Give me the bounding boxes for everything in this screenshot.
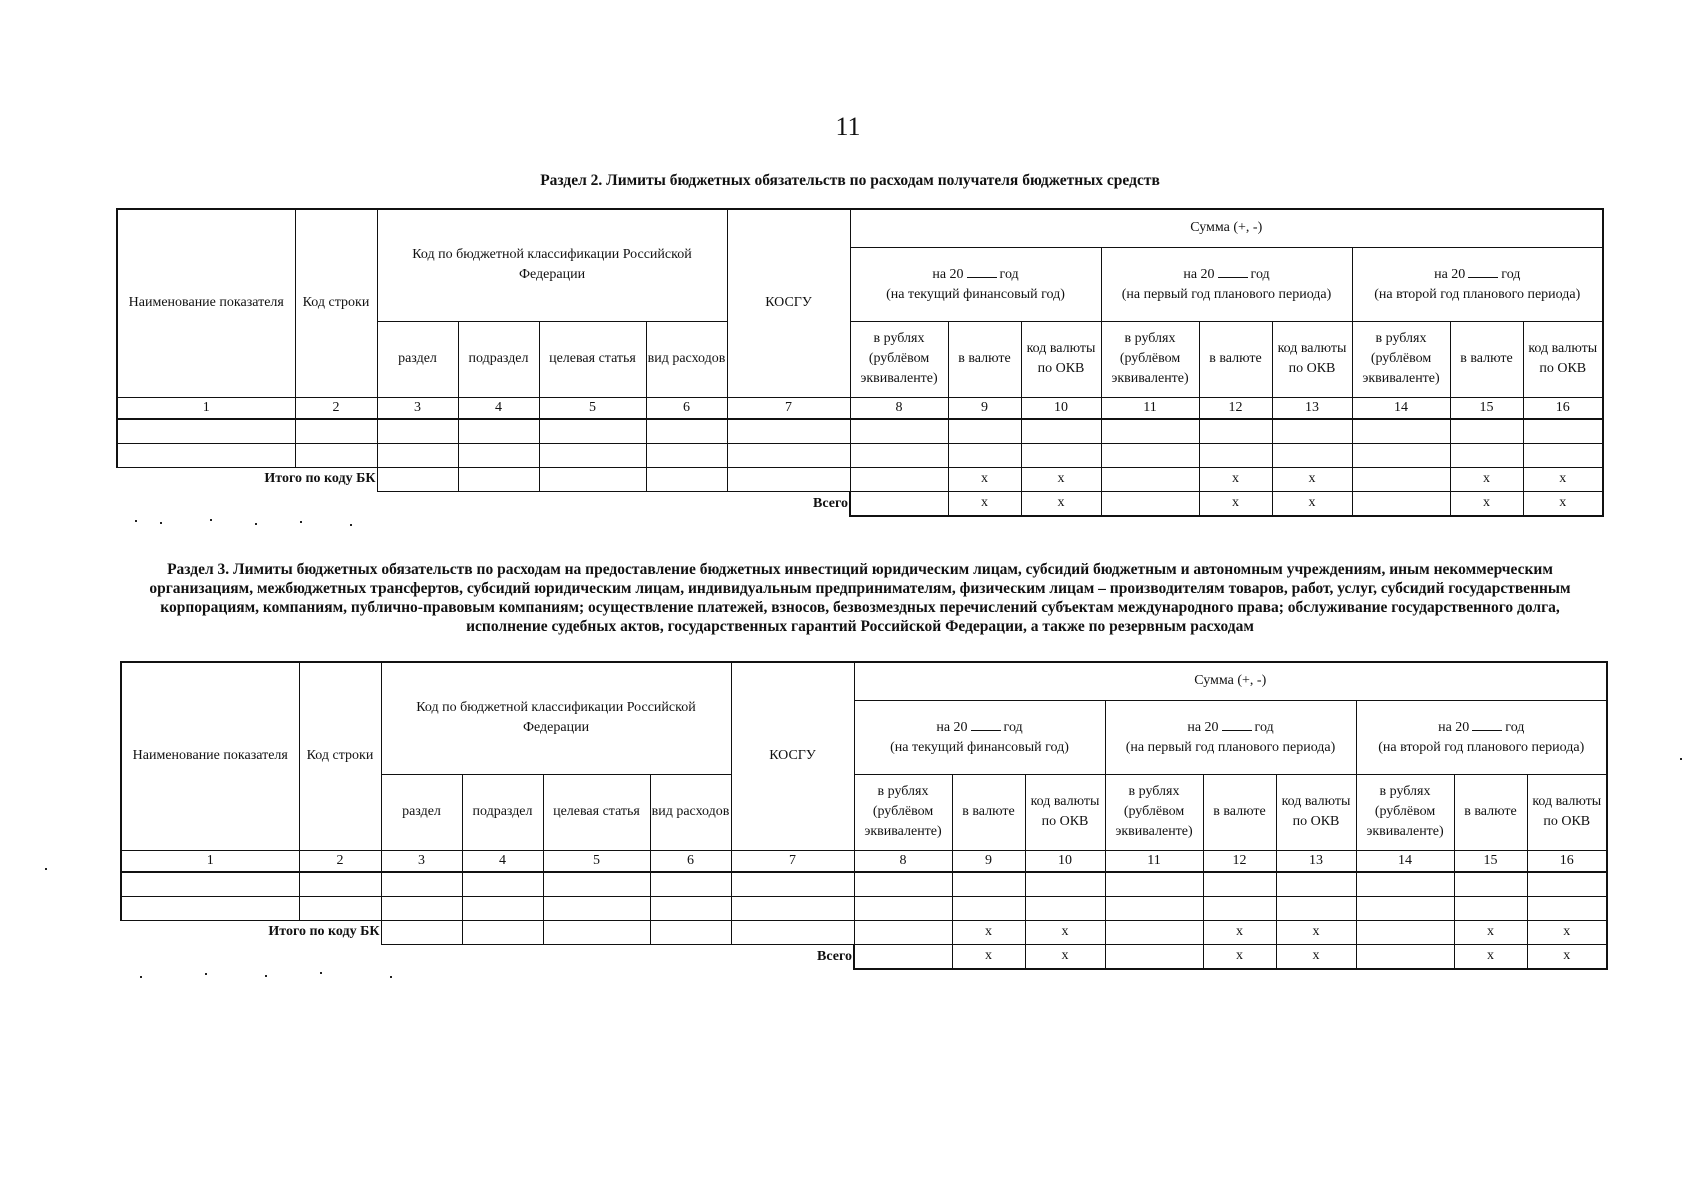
column-number: 9 — [948, 397, 1021, 419]
column-number: 16 — [1523, 397, 1603, 419]
table-row — [121, 896, 1607, 920]
year-blank — [1468, 263, 1498, 278]
x-mark: x — [1454, 944, 1527, 969]
header-celevaya-statya: целевая статья — [543, 774, 650, 850]
header-summa: Сумма (+, -) — [854, 662, 1607, 700]
section-2-title: Раздел 2. Лимиты бюджетных обязательств по расходам получателя бюджетных средств — [540, 172, 1160, 189]
table-cell[interactable] — [1523, 443, 1603, 467]
year-suffix: год — [1250, 267, 1270, 282]
section-3-table-block — [120, 661, 1608, 970]
column-number: 9 — [952, 850, 1025, 872]
table-cell[interactable] — [646, 443, 727, 467]
table-cell[interactable] — [727, 419, 850, 444]
scan-speck — [390, 976, 392, 978]
header-currency-code: код валюты по ОКВ — [1527, 774, 1607, 850]
table-cell[interactable] — [462, 872, 543, 897]
year-prefix: на 20 — [1438, 720, 1470, 735]
table-cell[interactable] — [1272, 443, 1352, 467]
header-in-currency: в валюте — [1203, 774, 1276, 850]
table-cell[interactable] — [1105, 872, 1203, 897]
table-cell[interactable] — [1454, 872, 1527, 897]
column-number: 15 — [1450, 397, 1523, 419]
column-number: 11 — [1105, 850, 1203, 872]
period-current-label: (на текущий финансовый год) — [890, 740, 1069, 755]
x-mark: x — [1203, 944, 1276, 969]
table-cell[interactable] — [1105, 896, 1203, 920]
table-cell[interactable] — [1105, 944, 1203, 969]
table-cell[interactable] — [1527, 896, 1607, 920]
table-cell[interactable] — [854, 920, 952, 944]
x-mark: x — [1272, 491, 1352, 516]
table-cell[interactable] — [1276, 896, 1356, 920]
table-cell[interactable] — [1450, 443, 1523, 467]
itogo-row — [121, 920, 1607, 944]
x-mark: x — [1527, 920, 1607, 944]
year-suffix: год — [1501, 267, 1521, 282]
table-cell[interactable] — [731, 872, 854, 897]
x-mark: x — [1527, 944, 1607, 969]
x-mark: x — [1276, 920, 1356, 944]
x-mark: x — [1199, 467, 1272, 491]
scan-speck — [255, 523, 257, 525]
header-in-rubles: в рублях (рублёвом эквиваленте) — [1352, 321, 1450, 397]
header-podrazdel: подраздел — [462, 774, 543, 850]
table-cell[interactable] — [731, 920, 854, 944]
table-cell[interactable] — [646, 467, 727, 491]
table-cell[interactable] — [1527, 872, 1607, 897]
header-in-rubles: в рублях (рублёвом эквиваленте) — [1101, 321, 1199, 397]
table-cell[interactable] — [117, 443, 295, 467]
year-prefix: на 20 — [1187, 720, 1219, 735]
table-cell[interactable] — [1356, 920, 1454, 944]
column-number: 3 — [381, 850, 462, 872]
section-3-limits-table — [120, 661, 1608, 970]
header-row-code: Код строки — [295, 209, 377, 397]
header-podrazdel: подраздел — [458, 321, 539, 397]
table-cell[interactable] — [850, 443, 948, 467]
column-number: 14 — [1352, 397, 1450, 419]
header-bk-code: Код по бюджетной классификации Российской Федерации — [377, 209, 727, 321]
header-name-indicator: Наименование показателя — [121, 662, 299, 850]
scan-speck — [265, 975, 267, 977]
year-suffix: год — [1254, 720, 1274, 735]
scan-speck — [160, 522, 162, 524]
scan-speck — [350, 524, 352, 526]
column-number: 2 — [295, 397, 377, 419]
year-blank — [971, 716, 1001, 731]
itogo-label: Итого по коду БК — [121, 920, 381, 944]
table-cell[interactable] — [1021, 419, 1101, 444]
table-cell[interactable] — [948, 443, 1021, 467]
year-prefix: на 20 — [1183, 267, 1215, 282]
table-cell[interactable] — [1101, 419, 1199, 444]
column-number: 10 — [1025, 850, 1105, 872]
header-in-rubles: в рублях (рублёвом эквиваленте) — [1105, 774, 1203, 850]
table-cell[interactable] — [650, 872, 731, 897]
table-cell[interactable] — [1523, 419, 1603, 444]
table-cell[interactable] — [1454, 896, 1527, 920]
header-currency-code: код валюты по ОКВ — [1272, 321, 1352, 397]
section-3-title: Раздел 3. Лимиты бюджетных обязательств по расходам на предоставление бюджетных инвестиций юридическим лицам, субсидий бюджетным и автономным учреждениям, иным некоммерческим организациям, межбюджетных трансфертов, субсидий юридическим лицам, индивидуальным предпринимателям, физическим лицам – производителям товаров, работ, услуг, субсидий государственным корпорациям, компаниям, публично-правовым компаниям; осуществление платежей, взносов, безвозмездных перечислений субъектам международного права; обслуживание государственного долга, исполнение судебных актов, государственных гарантий Российской Федерации, а также по резервным расходам — [149, 561, 1571, 635]
vsego-row — [121, 944, 1607, 969]
table-cell[interactable] — [731, 896, 854, 920]
header-razdel: раздел — [377, 321, 458, 397]
table-cell[interactable] — [299, 872, 381, 897]
header-currency-code: код валюты по ОКВ — [1523, 321, 1603, 397]
header-celevaya-statya: целевая статья — [539, 321, 646, 397]
table-cell[interactable] — [377, 419, 458, 444]
column-number-row — [117, 397, 1603, 419]
header-kosgu: КОСГУ — [731, 662, 854, 850]
x-mark: x — [1523, 491, 1603, 516]
table-cell[interactable] — [1105, 920, 1203, 944]
scan-speck — [135, 520, 137, 522]
scan-speck — [140, 976, 142, 978]
year-blank — [967, 263, 997, 278]
table-cell[interactable] — [543, 896, 650, 920]
table-cell[interactable] — [1203, 872, 1276, 897]
year-prefix: на 20 — [1434, 267, 1466, 282]
table-cell[interactable] — [1352, 491, 1450, 516]
year-suffix: год — [1003, 720, 1023, 735]
table-cell[interactable] — [854, 944, 952, 969]
header-period-second — [1356, 700, 1607, 774]
table-cell[interactable] — [646, 419, 727, 444]
table-cell[interactable] — [381, 920, 462, 944]
scan-speck — [205, 973, 207, 975]
table-cell[interactable] — [1101, 491, 1199, 516]
table-cell[interactable] — [948, 419, 1021, 444]
table-cell[interactable] — [117, 419, 295, 444]
x-mark: x — [1025, 944, 1105, 969]
column-number: 4 — [458, 397, 539, 419]
x-mark: x — [952, 920, 1025, 944]
column-number: 6 — [646, 397, 727, 419]
table-row — [117, 419, 1603, 444]
x-mark: x — [1203, 920, 1276, 944]
x-mark: x — [1021, 467, 1101, 491]
table-cell[interactable] — [295, 419, 377, 444]
table-cell[interactable] — [458, 443, 539, 467]
vsego-label: Всего — [813, 495, 848, 511]
column-number: 12 — [1203, 850, 1276, 872]
column-number: 4 — [462, 850, 543, 872]
column-number: 15 — [1454, 850, 1527, 872]
vsego-label: Всего — [817, 948, 852, 964]
header-currency-code: код валюты по ОКВ — [1021, 321, 1101, 397]
table-cell[interactable] — [1199, 443, 1272, 467]
section-2-limits-table — [116, 208, 1604, 517]
x-mark: x — [1199, 491, 1272, 516]
table-cell[interactable] — [1199, 419, 1272, 444]
table-cell[interactable] — [1276, 872, 1356, 897]
column-number: 1 — [121, 850, 299, 872]
table-cell[interactable] — [377, 467, 458, 491]
header-summa: Сумма (+, -) — [850, 209, 1603, 247]
table-cell[interactable] — [1352, 443, 1450, 467]
column-number: 8 — [850, 397, 948, 419]
column-number: 11 — [1101, 397, 1199, 419]
column-number: 13 — [1272, 397, 1352, 419]
table-cell[interactable] — [1203, 896, 1276, 920]
table-cell[interactable] — [458, 467, 539, 491]
column-number: 16 — [1527, 850, 1607, 872]
header-in-rubles: в рублях (рублёвом эквиваленте) — [1356, 774, 1454, 850]
table-cell[interactable] — [854, 872, 952, 897]
column-number: 12 — [1199, 397, 1272, 419]
table-cell[interactable] — [1450, 419, 1523, 444]
year-prefix: на 20 — [936, 720, 968, 735]
table-cell[interactable] — [381, 872, 462, 897]
table-cell[interactable] — [727, 467, 850, 491]
table-cell[interactable] — [539, 467, 646, 491]
table-cell[interactable] — [543, 872, 650, 897]
period-current-label: (на текущий финансовый год) — [886, 287, 1065, 302]
header-vid-rashodov: вид расходов — [646, 321, 727, 397]
table-cell[interactable] — [462, 920, 543, 944]
table-cell[interactable] — [854, 896, 952, 920]
column-number: 2 — [299, 850, 381, 872]
year-blank — [1222, 716, 1252, 731]
table-cell[interactable] — [850, 491, 948, 516]
header-period-current — [854, 700, 1105, 774]
header-name-indicator: Наименование показателя — [117, 209, 295, 397]
header-razdel: раздел — [381, 774, 462, 850]
table-cell[interactable] — [539, 419, 646, 444]
x-mark: x — [1025, 920, 1105, 944]
page-number: 11 — [835, 112, 861, 141]
itogo-row — [117, 467, 1603, 491]
table-cell[interactable] — [539, 443, 646, 467]
header-in-currency: в валюте — [1199, 321, 1272, 397]
column-number: 14 — [1356, 850, 1454, 872]
table-cell[interactable] — [650, 920, 731, 944]
header-period-second — [1352, 247, 1603, 321]
x-mark: x — [1021, 491, 1101, 516]
header-in-rubles: в рублях (рублёвом эквиваленте) — [854, 774, 952, 850]
period-first-label: (на первый год планового периода) — [1121, 287, 1332, 302]
table-cell[interactable] — [121, 896, 299, 920]
header-period-first — [1105, 700, 1356, 774]
vsego-row — [117, 491, 1603, 516]
year-blank — [1472, 716, 1502, 731]
table-cell[interactable] — [850, 467, 948, 491]
scan-speck — [320, 972, 322, 974]
header-vid-rashodov: вид расходов — [650, 774, 731, 850]
table-cell[interactable] — [1356, 872, 1454, 897]
scan-speck — [1680, 758, 1682, 760]
x-mark: x — [1450, 467, 1523, 491]
header-row-code: Код строки — [299, 662, 381, 850]
table-cell[interactable] — [952, 872, 1025, 897]
table-cell[interactable] — [1272, 419, 1352, 444]
table-cell[interactable] — [1101, 467, 1199, 491]
table-row — [121, 872, 1607, 897]
table-cell[interactable] — [1356, 944, 1454, 969]
table-cell[interactable] — [543, 920, 650, 944]
table-cell[interactable] — [295, 443, 377, 467]
table-cell[interactable] — [462, 896, 543, 920]
x-mark: x — [1454, 920, 1527, 944]
table-cell[interactable] — [650, 896, 731, 920]
column-number: 3 — [377, 397, 458, 419]
x-mark: x — [1276, 944, 1356, 969]
header-currency-code: код валюты по ОКВ — [1025, 774, 1105, 850]
column-number: 5 — [543, 850, 650, 872]
x-mark: x — [948, 491, 1021, 516]
column-number-row — [121, 850, 1607, 872]
x-mark: x — [952, 944, 1025, 969]
table-cell[interactable] — [850, 419, 948, 444]
column-number: 7 — [727, 397, 850, 419]
table-cell[interactable] — [381, 896, 462, 920]
table-cell[interactable] — [1352, 419, 1450, 444]
header-in-currency: в валюте — [1454, 774, 1527, 850]
year-suffix: год — [1505, 720, 1525, 735]
column-number: 7 — [731, 850, 854, 872]
table-cell[interactable] — [1025, 896, 1105, 920]
table-cell[interactable] — [1101, 443, 1199, 467]
header-period-current — [850, 247, 1101, 321]
x-mark: x — [1523, 467, 1603, 491]
table-cell[interactable] — [1356, 896, 1454, 920]
period-second-label: (на второй год планового периода) — [1374, 287, 1581, 302]
column-number: 1 — [117, 397, 295, 419]
column-number: 8 — [854, 850, 952, 872]
header-currency-code: код валюты по ОКВ — [1276, 774, 1356, 850]
year-blank — [1218, 263, 1248, 278]
period-second-label: (на второй год планового периода) — [1378, 740, 1585, 755]
column-number: 5 — [539, 397, 646, 419]
scan-speck — [45, 868, 47, 870]
table-cell[interactable] — [121, 872, 299, 897]
header-in-currency: в валюте — [952, 774, 1025, 850]
table-cell[interactable] — [952, 896, 1025, 920]
table-cell[interactable] — [1025, 872, 1105, 897]
year-suffix: год — [999, 267, 1019, 282]
x-mark: x — [948, 467, 1021, 491]
header-in-rubles: в рублях (рублёвом эквиваленте) — [850, 321, 948, 397]
header-in-currency: в валюте — [1450, 321, 1523, 397]
scan-speck — [210, 519, 212, 521]
header-bk-code: Код по бюджетной классификации Российской Федерации — [381, 662, 731, 774]
column-number: 10 — [1021, 397, 1101, 419]
table-cell[interactable] — [1021, 443, 1101, 467]
period-first-label: (на первый год планового периода) — [1125, 740, 1336, 755]
column-number: 13 — [1276, 850, 1356, 872]
header-period-first — [1101, 247, 1352, 321]
x-mark: x — [1272, 467, 1352, 491]
table-cell[interactable] — [377, 443, 458, 467]
scan-speck — [300, 521, 302, 523]
header-kosgu: КОСГУ — [727, 209, 850, 397]
year-prefix: на 20 — [932, 267, 964, 282]
header-in-currency: в валюте — [948, 321, 1021, 397]
table-cell[interactable] — [299, 896, 381, 920]
x-mark: x — [1450, 491, 1523, 516]
table-cell[interactable] — [727, 443, 850, 467]
itogo-label: Итого по коду БК — [117, 467, 377, 491]
table-row — [117, 443, 1603, 467]
section-2-table-block — [116, 208, 1604, 517]
table-cell[interactable] — [1352, 467, 1450, 491]
table-cell[interactable] — [458, 419, 539, 444]
column-number: 6 — [650, 850, 731, 872]
